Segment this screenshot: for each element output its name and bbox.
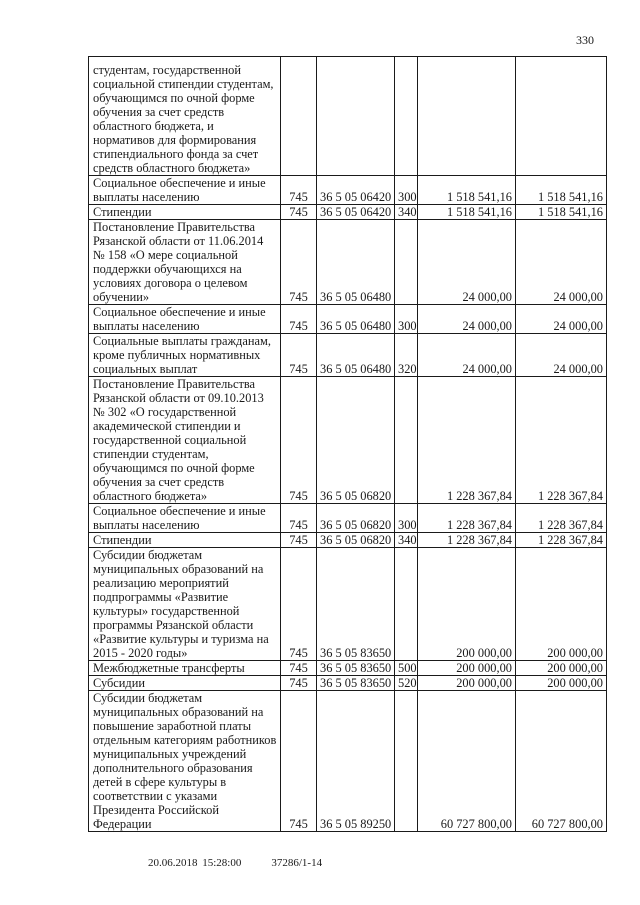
target-article-cell: 36 5 05 89250 (317, 691, 395, 832)
expense-type-cell: 300 (395, 504, 418, 533)
document-number: 37286/1-14 (271, 857, 323, 869)
amount-cell-1: 1 518 541,16 (418, 176, 516, 205)
amount-cell-2: 24 000,00 (516, 334, 607, 377)
target-article-cell: 36 5 05 06480 (317, 220, 395, 305)
expense-type-cell (395, 691, 418, 832)
ministry-code-cell: 745 (281, 220, 317, 305)
target-article-cell: 36 5 05 06420 (317, 176, 395, 205)
table-row (89, 691, 607, 832)
amount-cell-2: 60 727 800,00 (516, 691, 607, 832)
table-row (89, 220, 607, 305)
expense-type-cell: 340 (395, 533, 418, 548)
expense-type-cell: 320 (395, 334, 418, 377)
row-name-cell: Социальное обеспечение и иные выплаты населению (89, 504, 281, 533)
ministry-code-cell: 745 (281, 176, 317, 205)
amount-cell-1: 24 000,00 (418, 305, 516, 334)
row-name-cell: Постановление Правительства Рязанской области от 09.10.2013 № 302 «О государственной академической стипендии и государственной социальной стипендии студентам, обучающимся по очной форме обучения за счет средств областного бюджета» (89, 377, 281, 504)
ministry-code-cell: 745 (281, 377, 317, 504)
amount-cell-1: 1 228 367,84 (418, 377, 516, 504)
row-name-cell: Стипендии (89, 205, 281, 220)
amount-cell-2: 24 000,00 (516, 305, 607, 334)
target-article-cell (317, 57, 395, 176)
amount-cell-1 (418, 57, 516, 176)
table-row (89, 334, 607, 377)
print-datetime: 20.06.2018 15:28:00 (148, 857, 242, 869)
ministry-code-cell: 745 (281, 661, 317, 676)
amount-cell-1: 200 000,00 (418, 548, 516, 661)
row-name-cell: Стипендии (89, 533, 281, 548)
page-number: 330 (576, 33, 594, 47)
amount-cell-1: 1 518 541,16 (418, 205, 516, 220)
ministry-code-cell: 745 (281, 533, 317, 548)
table-row (89, 205, 607, 220)
ministry-code-cell: 745 (281, 305, 317, 334)
amount-cell-2 (516, 57, 607, 176)
ministry-code-cell: 745 (281, 676, 317, 691)
row-name-cell: Социальное обеспечение и иные выплаты населению (89, 176, 281, 205)
expense-type-cell: 520 (395, 676, 418, 691)
target-article-cell: 36 5 05 06820 (317, 377, 395, 504)
table-row (89, 661, 607, 676)
amount-cell-2: 200 000,00 (516, 661, 607, 676)
expense-type-cell: 300 (395, 305, 418, 334)
row-name-cell: Социальные выплаты гражданам, кроме публичных нормативных социальных выплат (89, 334, 281, 377)
amount-cell-1: 200 000,00 (418, 676, 516, 691)
ministry-code-cell: 745 (281, 691, 317, 832)
row-name-cell: Социальное обеспечение и иные выплаты населению (89, 305, 281, 334)
amount-cell-2: 1 228 367,84 (516, 377, 607, 504)
expense-type-cell: 500 (395, 661, 418, 676)
table-row (89, 676, 607, 691)
table-row (89, 504, 607, 533)
expense-type-cell (395, 377, 418, 504)
ministry-code-cell: 745 (281, 334, 317, 377)
ministry-code-cell: 745 (281, 504, 317, 533)
ministry-code-cell: 745 (281, 548, 317, 661)
amount-cell-2: 1 518 541,16 (516, 176, 607, 205)
row-name-cell: Межбюджетные трансферты (89, 661, 281, 676)
table-row (89, 176, 607, 205)
target-article-cell: 36 5 05 83650 (317, 548, 395, 661)
table-row (89, 305, 607, 334)
ministry-code-cell: 745 (281, 205, 317, 220)
budget-table-body (89, 57, 607, 832)
row-name-cell: Субсидии (89, 676, 281, 691)
expense-type-cell (395, 220, 418, 305)
amount-cell-1: 1 228 367,84 (418, 533, 516, 548)
amount-cell-2: 200 000,00 (516, 548, 607, 661)
target-article-cell: 36 5 05 06820 (317, 504, 395, 533)
table-row (89, 57, 607, 176)
amount-cell-2: 1 228 367,84 (516, 504, 607, 533)
expense-type-cell: 300 (395, 176, 418, 205)
amount-cell-2: 24 000,00 (516, 220, 607, 305)
amount-cell-1: 24 000,00 (418, 334, 516, 377)
table-row (89, 377, 607, 504)
expense-type-cell (395, 548, 418, 661)
table-row (89, 533, 607, 548)
row-name-cell: Субсидии бюджетам муниципальных образований на повышение заработной платы отдельным категориям работников муниципальных учреждений дополнительного образования детей в сфере культуры в соответствии с указами Президента Российской Федерации (89, 691, 281, 832)
amount-cell-1: 200 000,00 (418, 661, 516, 676)
amount-cell-1: 60 727 800,00 (418, 691, 516, 832)
amount-cell-1: 1 228 367,84 (418, 504, 516, 533)
target-article-cell: 36 5 05 06420 (317, 205, 395, 220)
budget-table (88, 56, 607, 832)
target-article-cell: 36 5 05 06480 (317, 305, 395, 334)
amount-cell-2: 200 000,00 (516, 676, 607, 691)
amount-cell-1: 24 000,00 (418, 220, 516, 305)
amount-cell-2: 1 518 541,16 (516, 205, 607, 220)
expense-type-cell: 340 (395, 205, 418, 220)
row-name-cell: Субсидии бюджетам муниципальных образований на реализацию мероприятий подпрограммы «Развитие культуры» государственной программы Рязанской области «Развитие культуры и туризма на 2015 - 2020 годы» (89, 548, 281, 661)
target-article-cell: 36 5 05 83650 (317, 676, 395, 691)
ministry-code-cell (281, 57, 317, 176)
target-article-cell: 36 5 05 06480 (317, 334, 395, 377)
expense-type-cell (395, 57, 418, 176)
amount-cell-2: 1 228 367,84 (516, 533, 607, 548)
document-footer (148, 857, 322, 869)
target-article-cell: 36 5 05 83650 (317, 661, 395, 676)
table-row (89, 548, 607, 661)
row-name-cell: Постановление Правительства Рязанской области от 11.06.2014 № 158 «О мере социальной поддержки обучающихся на условиях договора о целевом обучении» (89, 220, 281, 305)
target-article-cell: 36 5 05 06820 (317, 533, 395, 548)
row-name-cell: студентам, государственной социальной стипендии студентам, обучающимся по очной форме обучения за счет средств областного бюджета, и нормативов для формирования стипендиального фонда за счет средств областного бюджета» (89, 57, 281, 176)
